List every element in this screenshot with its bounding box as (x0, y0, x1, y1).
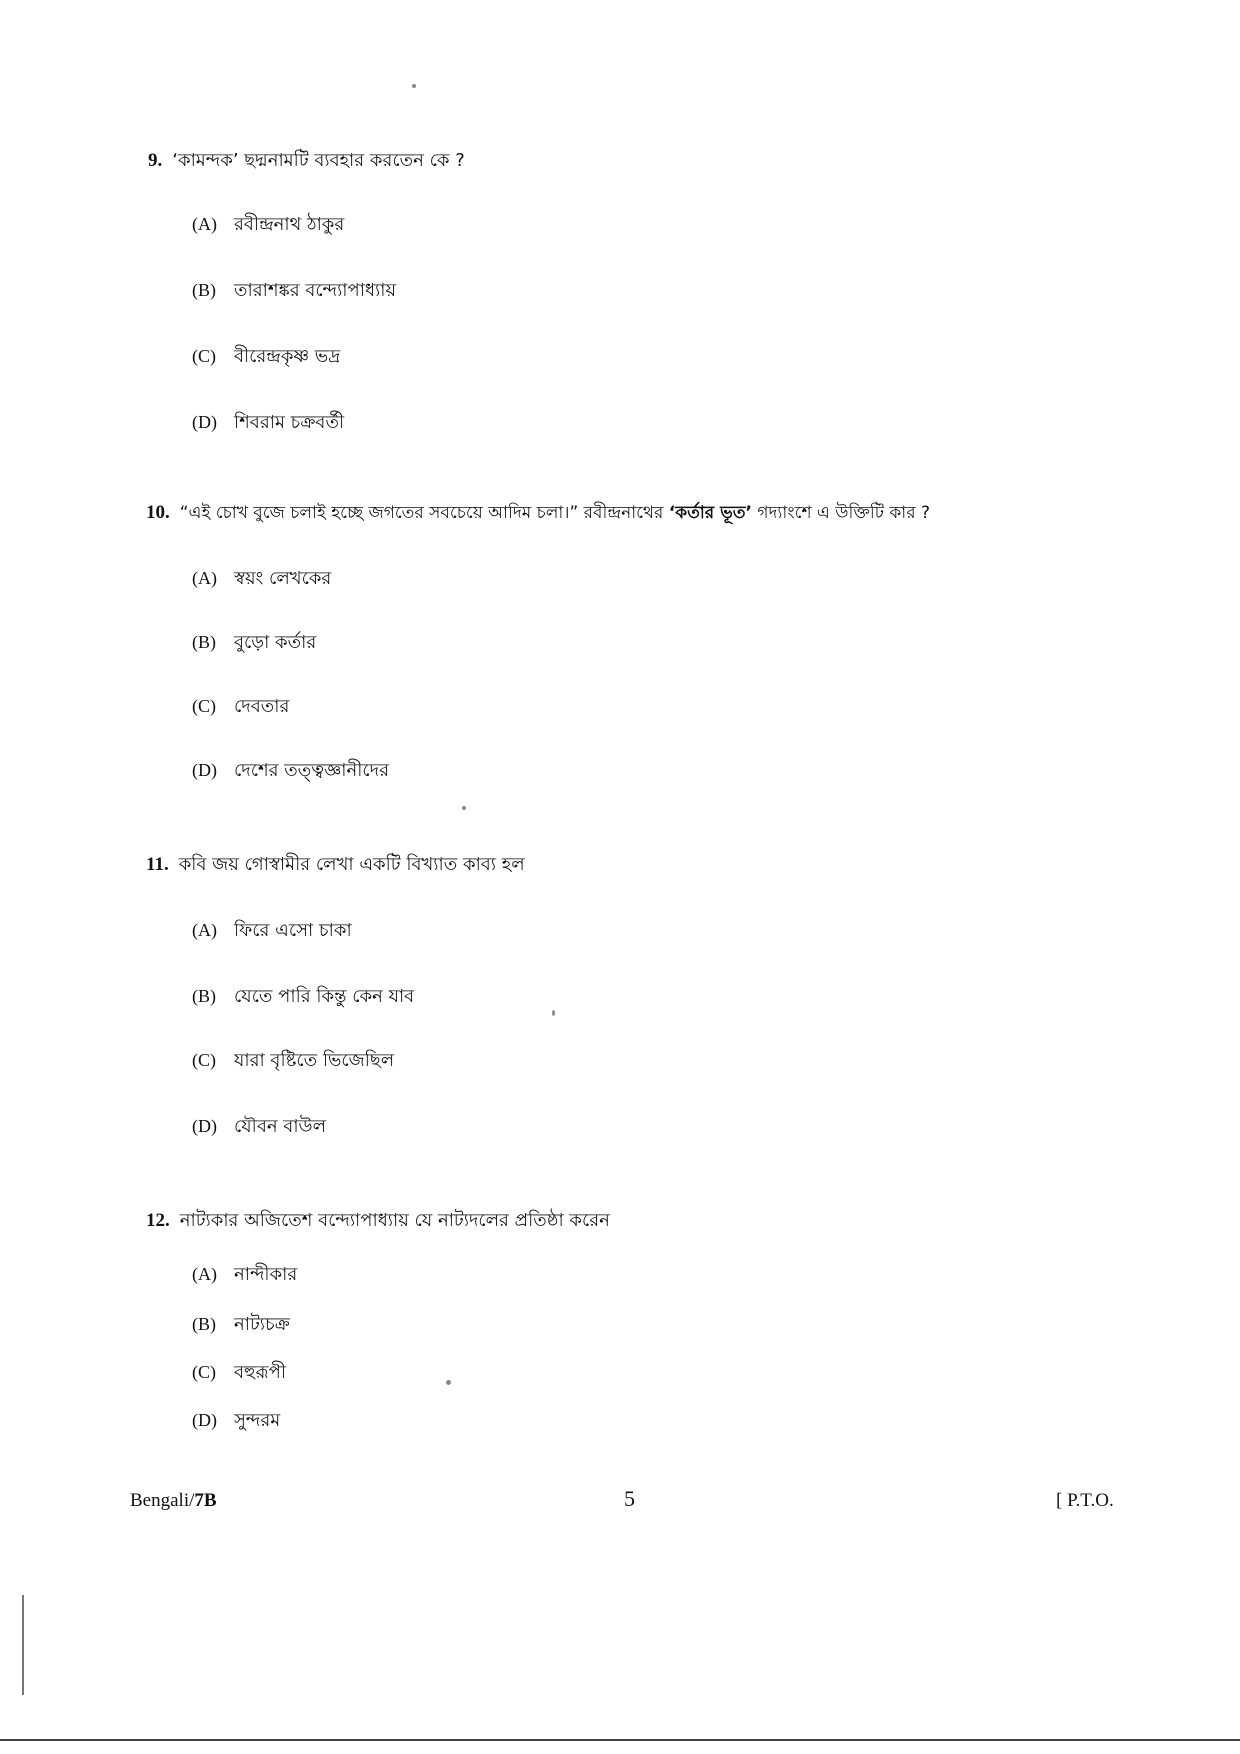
option-text: স্বয়ং লেখকের (234, 568, 332, 589)
option-text: যারা বৃষ্টিতে ভিজেছিল (234, 1050, 395, 1071)
question-text (180, 500, 930, 526)
option-letter: (A) (192, 568, 217, 588)
option-c (192, 1046, 394, 1077)
question-10 (146, 500, 930, 781)
option-text: যৌবন বাউল (234, 1116, 326, 1137)
question-9 (148, 148, 465, 433)
question-text: ‘কামন্দক’ ছদ্মনামটি ব্যবহার করতেন কে ? (172, 150, 465, 171)
footer-subject: Bengali/ (130, 1490, 195, 1511)
question-text-emphasis: ‘কর্তার ভূত’ (668, 503, 752, 523)
option-text: নান্দীকার (234, 1264, 298, 1285)
question-number: 12. (146, 1210, 170, 1231)
option-d (192, 756, 389, 787)
option-c (192, 1358, 286, 1389)
option-d (192, 408, 344, 439)
question-10-header (146, 500, 930, 526)
question-12-header (146, 1208, 610, 1234)
option-b (192, 982, 414, 1013)
option-a (192, 564, 331, 595)
option-text: নাট্যচক্র (234, 1314, 290, 1335)
option-letter: (A) (192, 1264, 217, 1284)
scan-speck (446, 1380, 451, 1385)
option-text: যেতে পারি কিন্তু কেন যাব (234, 986, 415, 1007)
option-letter: (A) (192, 920, 217, 940)
question-number: 10. (146, 502, 170, 523)
option-c (192, 342, 340, 373)
question-text: নাট্যকার অজিতেশ বন্দ্যোপাধ্যায় যে নাট্যদলের প্রতিষ্ঠা করেন (179, 1210, 610, 1231)
scan-speck (552, 1010, 555, 1016)
scan-speck (412, 84, 416, 88)
option-d (192, 1112, 326, 1143)
option-letter: (B) (192, 1314, 216, 1334)
option-text: তারাশঙ্কর বন্দ্যোপাধ্যায় (234, 280, 397, 301)
option-text: রবীন্দ্রনাথ ঠাকুর (234, 214, 345, 235)
option-letter: (D) (192, 1116, 217, 1136)
option-letter: (C) (192, 1362, 216, 1382)
question-text-part: গদ্যাংশে এ উক্তিটি কার ? (751, 503, 930, 523)
footer-subject-code (130, 1490, 217, 1512)
option-text: বহুরূপী (234, 1362, 286, 1383)
pto-note: [ P.T.O. (1056, 1490, 1114, 1511)
option-b (192, 628, 316, 659)
option-d (192, 1406, 280, 1437)
option-b (192, 1310, 290, 1341)
option-letter: (D) (192, 760, 217, 780)
page-number: 5 (624, 1486, 635, 1511)
option-a (192, 916, 352, 947)
option-letter: (C) (192, 696, 216, 716)
option-text: সুন্দরম (234, 1410, 281, 1431)
scan-edge-line (22, 1595, 24, 1695)
option-text: শিবরাম চক্রবর্তী (234, 412, 345, 433)
option-a (192, 1260, 297, 1291)
option-letter: (D) (192, 1410, 217, 1430)
option-letter: (B) (192, 986, 216, 1006)
question-9-header (148, 148, 465, 174)
question-number: 9. (148, 150, 163, 171)
option-text: বীরেন্দ্রকৃষ্ণ ভদ্র (234, 346, 341, 367)
option-c (192, 692, 289, 723)
question-text-part: “এই চোখ বুজে চলাই হচ্ছে জগতের সবচেয়ে আদিম চলা।” রবীন্দ্রনাথের (179, 503, 669, 523)
option-letter: (C) (192, 1050, 216, 1070)
option-text: দেশের তত্ত্বজ্ঞানীদের (234, 760, 390, 781)
option-letter: (C) (192, 346, 216, 366)
option-letter: (A) (192, 214, 217, 234)
option-letter: (B) (192, 632, 216, 652)
footer-code: 7B (194, 1490, 217, 1511)
option-b (192, 276, 396, 307)
scan-speck (462, 806, 466, 810)
scan-bottom-rule (0, 1739, 1240, 1741)
question-11-header (146, 852, 525, 878)
option-letter: (D) (192, 412, 217, 432)
question-11 (146, 852, 525, 1137)
question-text: কবি জয় গোস্বামীর লেখা একটি বিখ্যাত কাব্য হল (178, 854, 525, 875)
option-text: দেবতার (234, 696, 290, 717)
option-a (192, 210, 344, 241)
option-text: ফিরে এসো চাকা (234, 920, 352, 941)
option-text: বুড়ো কর্তার (234, 632, 317, 653)
option-letter: (B) (192, 280, 216, 300)
question-number: 11. (146, 854, 169, 875)
question-12 (146, 1208, 610, 1431)
